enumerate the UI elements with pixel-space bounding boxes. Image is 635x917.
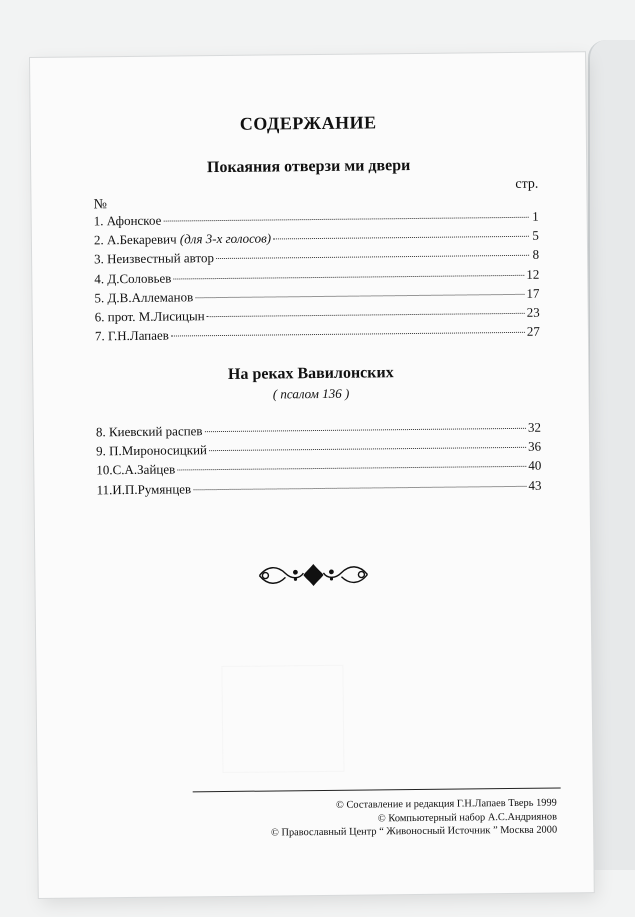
toc-entry-label: 6. прот. М.Лисицын	[94, 308, 205, 325]
number-column-label: №	[93, 197, 107, 213]
dot-leader	[209, 447, 526, 451]
toc-entry-label: 8. Киевский распев	[95, 423, 203, 440]
toc-entry-label: 2. А.Бекаревич	[93, 231, 177, 248]
dot-leader	[171, 332, 525, 337]
toc-entry[interactable]	[95, 324, 540, 348]
toc-list-section-1	[94, 209, 540, 348]
toc-entry-page: 8	[532, 247, 540, 263]
dot-leader	[216, 255, 529, 259]
toc-entry-page: 5	[532, 227, 539, 243]
toc-entry-label: 10.С.А.Зайцев	[96, 461, 176, 478]
section-heading-1: Покаяния отверзи ми двери	[206, 157, 411, 177]
document-page	[30, 52, 594, 898]
toc-entry-page: 36	[528, 438, 542, 454]
show-through-image	[221, 665, 344, 773]
toc-entry-label: 1. Афонское	[93, 212, 162, 229]
credit-line: © Православный Центр “ Живоносный Источник ” Москва 2000	[270, 824, 558, 839]
dot-leader	[207, 313, 525, 317]
toc-entry-page: 40	[528, 458, 542, 474]
toc-entry-page: 23	[526, 304, 540, 320]
toc-list-section-2	[96, 420, 542, 501]
credits-block	[271, 797, 558, 840]
footer-rule	[193, 787, 561, 792]
toc-entry-page: 12	[526, 266, 540, 282]
toc-entry-label: 11.И.П.Румянцев	[96, 480, 192, 497]
dot-leader	[173, 274, 524, 279]
toc-entry-page: 1	[532, 208, 539, 224]
toc-entry[interactable]	[96, 477, 541, 501]
adjacent-page-edge	[588, 40, 635, 870]
dot-leader	[163, 217, 528, 222]
toc-entry-label: 3. Неизвестный автор	[94, 250, 215, 267]
toc-entry-page: 17	[526, 285, 540, 301]
dot-leader	[273, 236, 529, 240]
toc-entry-label: 9. П.Мироносицкий	[96, 442, 208, 459]
decorative-ornament-icon	[255, 559, 371, 590]
page-column-label: стр.	[515, 176, 539, 192]
toc-entry-page: 27	[526, 323, 540, 339]
toc-entry-label: 7. Г.Н.Лапаев	[94, 327, 169, 344]
toc-entry-label: 5. Д.В.Аллеманов	[94, 289, 194, 306]
page-title: СОДЕРЖАНИЕ	[239, 112, 377, 134]
section-heading-2: На реках Вавилонских	[227, 364, 394, 383]
dot-leader	[195, 294, 524, 298]
dot-leader	[205, 428, 526, 432]
toc-entry-note: (для 3-х голосов)	[179, 230, 272, 247]
credit-line: © Компьютерный набор А.С.Андриянов	[377, 811, 558, 824]
toc-entry-page: 32	[527, 419, 541, 435]
dot-leader	[193, 485, 526, 489]
section-subheading-2: ( псалом 136 )	[272, 385, 350, 402]
toc-entry-page: 43	[528, 477, 542, 493]
dot-leader	[177, 466, 526, 471]
toc-entry-label: 4. Д.Соловьев	[94, 270, 172, 286]
credit-line: © Составление и редакция Г.Н.Лапаев Тверь 1999	[335, 797, 557, 811]
